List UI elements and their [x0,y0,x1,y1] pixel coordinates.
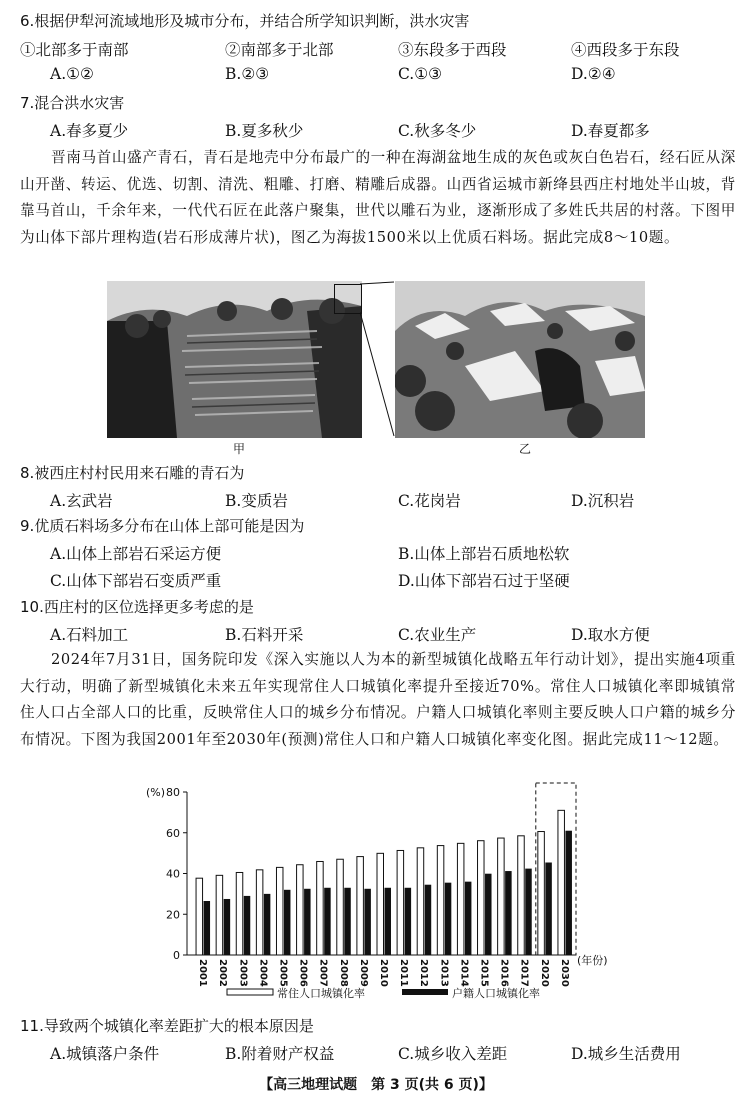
legend-swatch-resident [227,989,273,995]
y-axis-label: (%) [146,786,166,799]
x-tick-label: 2012 [418,959,430,987]
y-tick-label: 80 [166,786,180,799]
q10-stem: 10.西庄村的区位选择更多考虑的是 [20,598,254,616]
legend-label-resident: 常住人口城镇化率 [277,987,365,1000]
q7-stem: 7.混合洪水灾害 [20,94,125,112]
q8-stem: 8.被西庄村村民用来石雕的青石为 [20,464,245,482]
q9-stem: 9.优质石料场多分布在山体上部可能是因为 [20,517,305,535]
q8-option-d: D.沉积岩 [571,492,635,510]
bar-resident-2011 [397,850,404,955]
x-tick-label: 2017 [518,959,530,987]
bar-hukou-2015 [485,874,492,955]
x-tick-label: 2002 [217,959,229,987]
x-tick-label: 2008 [337,959,349,987]
photo-yi-quarry [395,281,645,438]
bar-resident-2010 [377,853,384,955]
bar-resident-2030 [558,810,565,955]
q6-item-4: ④西段多于东段 [571,41,680,59]
x-tick-label: 2013 [438,959,450,987]
bar-resident-2008 [337,859,344,955]
q8-option-a: A.玄武岩 [50,492,113,510]
q6-option-d: D.②④ [571,65,616,83]
q6-stem: 6.根据伊犁河流域地形及城市分布，并结合所学知识判断，洪水灾害 [20,12,470,30]
bar-hukou-2020 [545,862,552,955]
bar-resident-2020 [538,832,545,955]
x-tick-label: 2001 [197,959,209,987]
bar-resident-2003 [236,872,243,955]
q9-option-b: B.山体上部岩石质地松软 [398,545,570,563]
bar-resident-2016 [498,838,505,955]
figure-label-yi: 乙 [519,442,532,456]
bar-resident-2004 [256,870,263,955]
bar-resident-2014 [457,843,464,955]
bar-hukou-2016 [505,871,512,955]
bar-hukou-2030 [565,831,572,955]
q7-option-a: A.春多夏少 [50,122,129,140]
x-tick-label: 2020 [538,959,550,987]
q10-option-b: B.石料开采 [225,626,304,644]
passage-urbanization: 2024年7月31日，国务院印发《深入实施以人为本的新型城镇化战略五年行动计划》，提出实施4项重大行动，明确了新型城镇化未来五年实现常住人口城镇化率提升至接近70%。常住人口城镇化率即城镇常住人口占全部人口的比重，反映常住人口的城乡分布情况。户籍人口城镇化率则主要反映人口户籍的城乡分布情况。下图为我国2001年至2030年(预测)常住人口和户籍人口城镇化率变化图。据此完成11～12题。 [20,651,736,748]
passage-stone-carving: 晋南马首山盛产青石，青石是地壳中分布最广的一种在海湖盆地生成的灰色或灰白色岩石，经石匠从深山开凿、转运、优选、切割、清洗、粗雕、打磨、精雕后成器。山西省运城市新绛县西庄村地处半山坡，背靠马首山，千余年来，一代代石匠在此落户聚集，世代以雕石为业，逐渐形成了多姓氏共居的村落。下图甲为山体下部片理构造(岩石形成薄片状)，图乙为海拔1500米以上优质石料场。据此完成8～10题。 [20,149,736,246]
bar-hukou-2014 [465,882,472,955]
y-tick-label: 40 [166,867,180,881]
q11-option-d: D.城乡生活费用 [571,1045,681,1063]
q11-option-a: A.城镇落户条件 [50,1045,160,1063]
q6-option-c: C.①③ [398,65,443,83]
bar-resident-2001 [196,878,203,955]
x-tick-label: 2009 [357,959,369,987]
bar-hukou-2009 [364,889,371,955]
q9-option-d: D.山体下部岩石过于坚硬 [398,572,570,590]
bar-resident-2005 [276,867,283,955]
x-tick-label: 2030 [558,959,570,987]
x-tick-label: 2007 [317,959,329,987]
q6-option-b: B.②③ [225,65,270,83]
bar-hukou-2008 [344,888,351,955]
q9-option-c: C.山体下部岩石变质严重 [50,572,222,590]
bar-hukou-2005 [284,890,291,955]
zoom-inset-box [334,284,362,314]
bar-resident-2007 [317,861,324,955]
figure-label-jia: 甲 [233,442,246,456]
y-tick-label: 0 [173,949,180,962]
q10-option-a: A.石料加工 [50,626,129,644]
y-tick-label: 60 [166,826,180,840]
bar-resident-2012 [417,848,424,955]
bar-hukou-2002 [224,899,231,955]
x-tick-label: 2003 [237,959,249,987]
bar-hukou-2004 [264,894,271,955]
x-axis-label: (年份) [577,954,608,967]
q7-option-b: B.夏多秋少 [225,122,304,140]
q9-option-a: A.山体上部岩石采运方便 [50,545,222,563]
bar-resident-2006 [297,865,304,955]
bar-hukou-2003 [244,896,251,955]
bar-resident-2017 [518,836,525,955]
x-tick-label: 2004 [257,959,269,987]
q8-option-c: C.花岗岩 [398,492,461,510]
bar-hukou-2013 [445,883,452,955]
bar-hukou-2006 [304,889,311,955]
page-footer: 【高三地理试题 第 3 页(共 6 页)】 [259,1077,493,1093]
photo-jia-mountain-foliation [107,281,362,438]
x-tick-label: 2011 [398,959,410,987]
y-tick-label: 20 [166,908,180,922]
q6-option-a: A.①② [50,65,94,83]
bar-hukou-2007 [324,888,331,955]
bar-hukou-2012 [425,885,432,955]
bar-hukou-2017 [525,869,532,955]
urbanization-rate-chart [140,780,610,1010]
x-tick-label: 2014 [458,959,470,987]
legend-swatch-hukou [402,989,448,995]
q10-option-d: D.取水方便 [571,626,650,644]
q10-option-c: C.农业生产 [398,626,477,644]
q8-option-b: B.变质岩 [225,492,288,510]
bar-hukou-2001 [204,901,211,955]
bar-hukou-2010 [385,888,392,955]
x-tick-label: 2006 [297,959,309,987]
bar-hukou-2011 [405,888,412,955]
x-tick-label: 2016 [498,959,510,987]
bar-resident-2002 [216,875,223,955]
q7-option-c: C.秋多冬少 [398,122,477,140]
q6-item-1: ①北部多于南部 [20,41,129,59]
bar-resident-2015 [478,841,485,955]
q11-option-b: B.附着财产权益 [225,1045,335,1063]
q11-stem: 11.导致两个城镇化率差距扩大的根本原因是 [20,1017,314,1035]
legend-label-hukou: 户籍人口城镇化率 [452,987,540,1000]
q11-option-c: C.城乡收入差距 [398,1045,508,1063]
x-tick-label: 2005 [277,959,289,987]
q6-item-3: ③东段多于西段 [398,41,507,59]
bar-resident-2013 [437,846,444,955]
q6-item-2: ②南部多于北部 [225,41,334,59]
zoom-connector-lines [360,281,396,441]
x-tick-label: 2010 [378,959,389,987]
x-tick-label: 2015 [478,959,490,987]
bar-resident-2009 [357,857,364,955]
q7-option-d: D.春夏都多 [571,122,650,140]
